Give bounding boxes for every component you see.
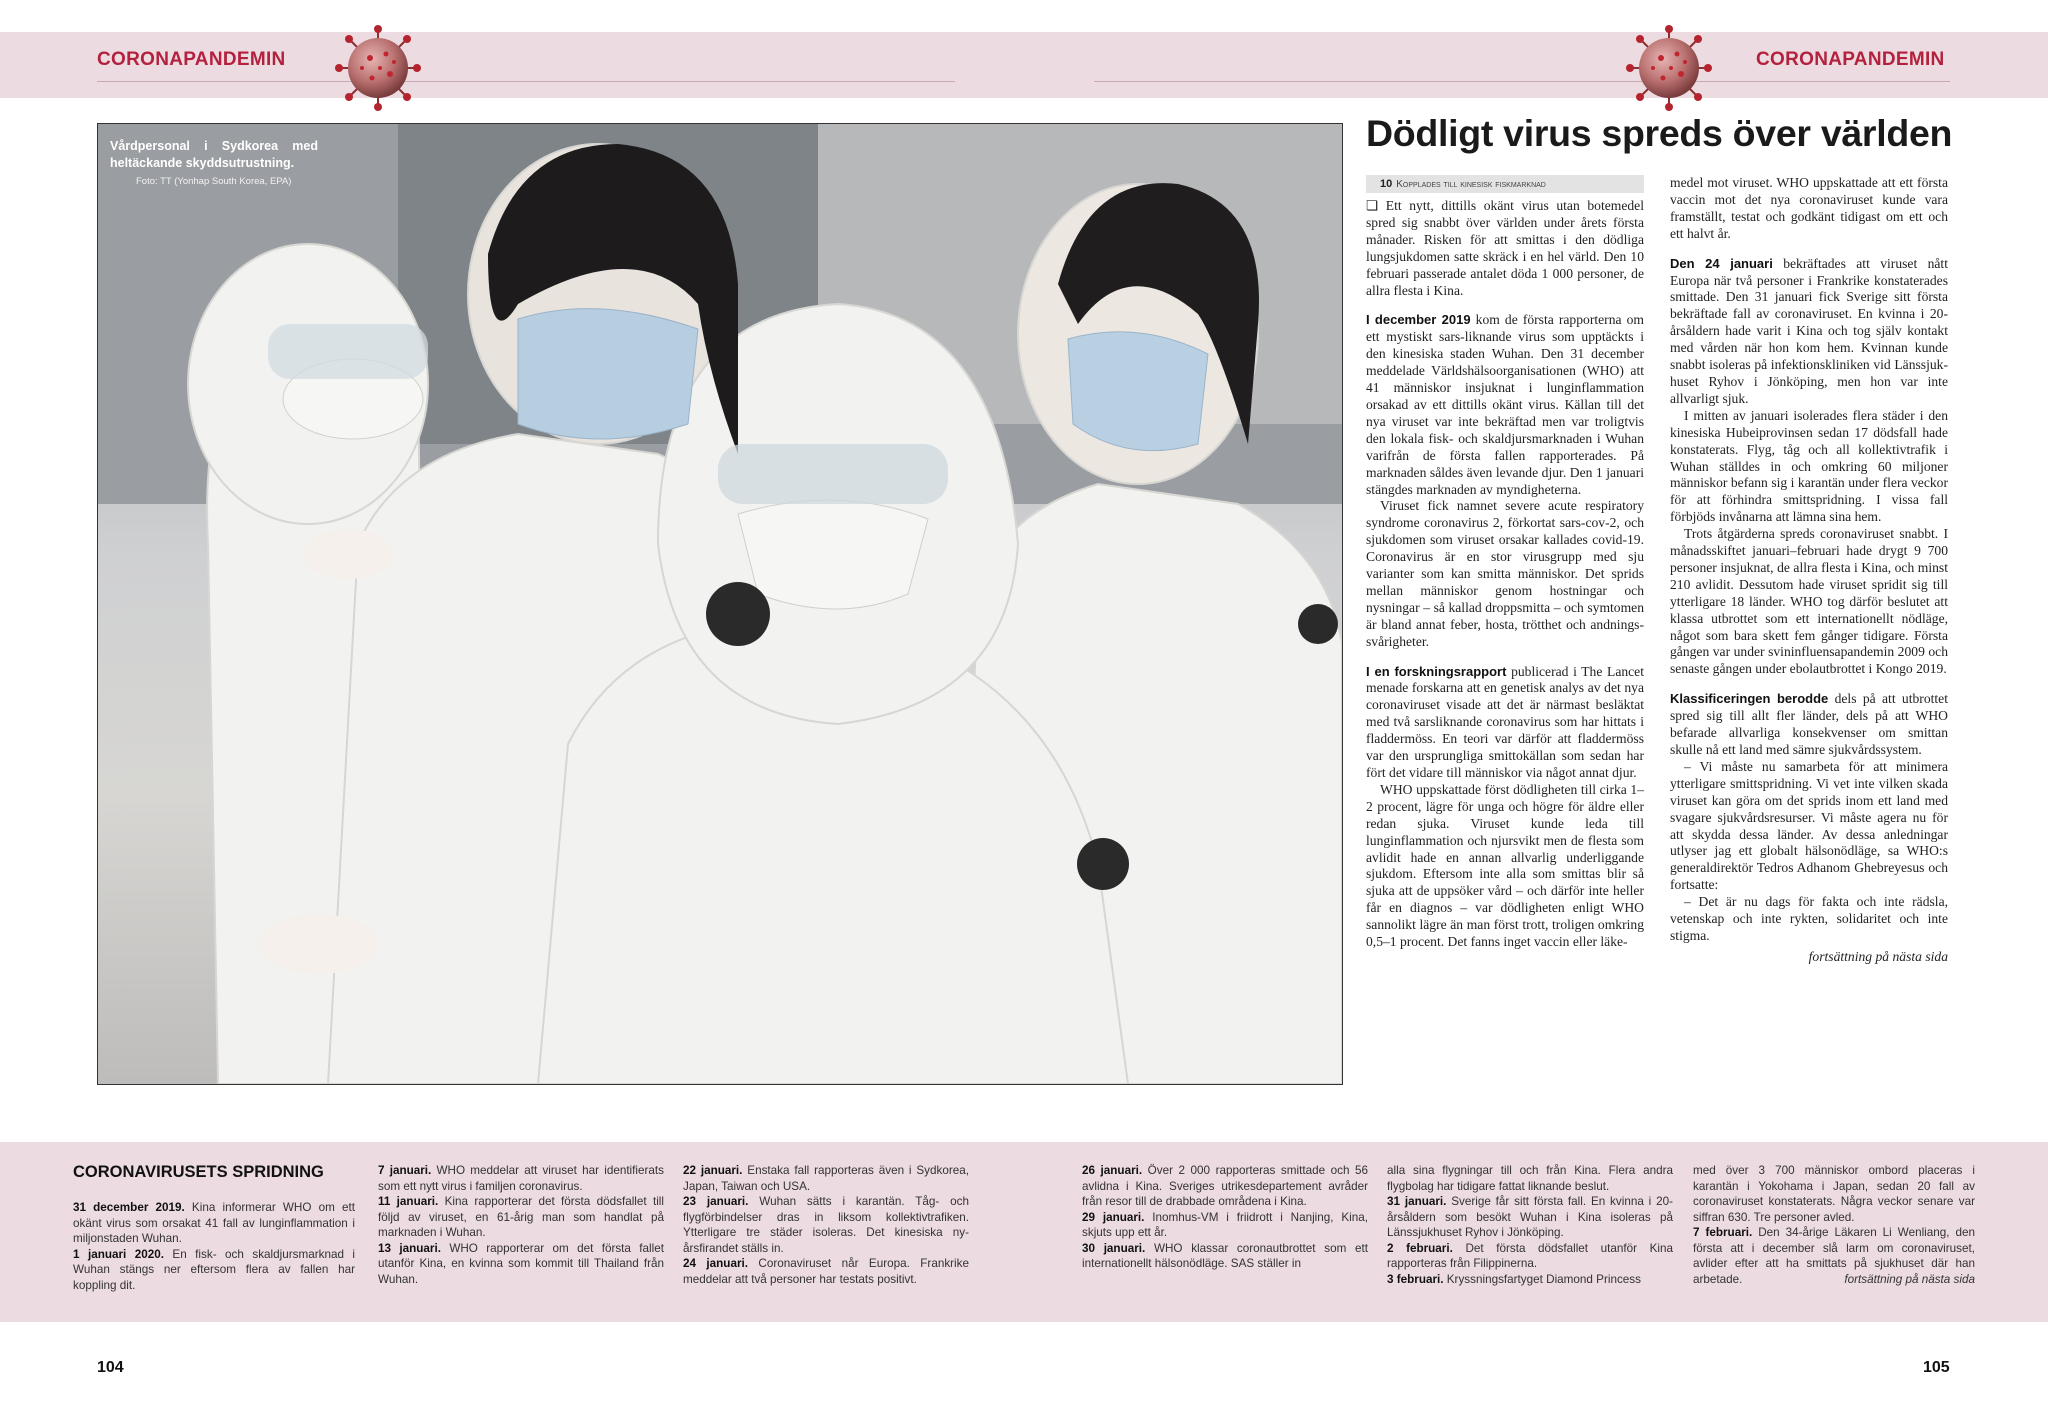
header-band [0, 32, 2048, 98]
article-column-right [1670, 175, 1948, 966]
timeline-column [1693, 1163, 1975, 1287]
article-column-left [1366, 198, 1644, 951]
paragraph: medel mot viruset. WHO uppskattade att ett första vaccin mot det nya coronaviruset kunde vara framställt, testat och godkänt tidigast om ett och ett halvt år. [1670, 175, 1948, 241]
timeline-entry: 26 januari. Över 2 000 rapporteras smittade och 56 avlidna i Kina. Sveriges utrikesdepartement avråder från resor till de drabbade områdena i Kina. [1082, 1164, 1368, 1208]
photo-healthcare-workers [97, 123, 1343, 1085]
kicker-number: 10 [1380, 178, 1393, 190]
paragraph: ❏ Ett nytt, dittills okänt virus utan botemedel spred sig snabbt över världen under årets första månader. Risken för att smittas i den dödliga lungsjukdomen satte skräck i en hel värld. Den 10 februari passerade antalet döda 1 000 personer, de allra flesta i Kina. [1366, 198, 1644, 298]
timeline-column [1387, 1163, 1673, 1287]
timeline-entry: 13 januari. WHO rapporterar om det första fallet utanför Kina, en kvinna som kommit till Thailand från Wuhan. [378, 1241, 664, 1286]
timeline-entry: 1 januari 2020. En fisk- och skaldjursmarknad i Wuhan stängs ner eftersom flera av fallen har koppling dit. [73, 1247, 355, 1292]
timeline-entry: alla sina flygningar till och från Kina. Flera andra flygbolag har tidigare fattat liknande beslut. [1387, 1164, 1673, 1193]
timeline-column [378, 1163, 664, 1287]
paragraph: WHO uppskattade först dödligheten till cirka 1–2 procent, lägre för unga och högre för äldre eller redan sjuka. Viruset kunde leda till lunginflammation och njursvikt men de flesta som avlidit hade en annan allvarlig underliggande sjukdom. Eftersom inte alla som smittas blir så sjuka att de uppsöker vård – och därför inte heller får en diagnos – var dödligheten enligt WHO sannolikt lägre än man först trott, troligen omkring 0,5–1 procent. Det fanns inget vaccin eller läke- [1366, 781, 1644, 950]
paragraph: Trots åtgärderna spreds coronaviruset snabbt. I månadsskiftet januari–februari hade drygt 9 700 personer insjuknat, de allra flesta i Kina, och minst 210 avlidit. Dessutom hade viruset spridit sig till ytterligare 18 länder. WHO tog därför beslutet att klassa utbrottet som ett internationellt nödläge, något som bara skett fem gånger tidigare. Första gången var under svininfluensapandemin 2009 och senaste gången under ebolautbrottet i Kongo 2019. [1670, 526, 1948, 677]
timeline-entry: 7 januari. WHO meddelar att viruset har identifierats som ett nytt virus i familjen coronavirus. [378, 1164, 664, 1193]
coronavirus-icon [1625, 24, 1713, 112]
coronavirus-icon [334, 24, 422, 112]
article-headline: Dödligt virus spreds över världen [1366, 112, 1953, 154]
timeline-entry: 7 februari. Den 34-årige Läkaren Li Wenliang, den första att i december slå larm om coronaviruset, avlider efter att ha smittats på sjukhuset där han arbetade. fortsättning på nästa sida [1693, 1226, 1975, 1286]
continued-note: fortsättning på nästa sida [1808, 948, 1948, 964]
photo-illustration [98, 124, 1342, 1084]
page-number-right: 105 [1923, 1359, 1950, 1376]
timeline-entry: 31 januari. Sverige får sitt första fall. En kvinna i 20-årsåldern som besökt Wuhan i Kina isoleras på Länssjukhuset Ryhov i Jönköping. [1387, 1195, 1673, 1239]
header-rule-right [1094, 81, 1950, 82]
paragraph: Den 24 januari bekräftades att viruset nått Europa när två personer i Frankrike konstaterades smittade. Den 31 januari fick Sverige sitt första bekräftade fall av coronaviruset. En kvinna i 20-årsåldern hade varit i Kina och tog själv kontakt med vården när hon kom hem. Kvinnan kunde snabbt isoleras på infektionskliniken vid Länssjukhuset Ryhov i Jönköping, men hon var inte allvarligt sjuk. [1670, 255, 1948, 406]
timeline-entry: 29 januari. Inomhus-VM i friidrott i Nanjing, Kina, skjuts upp ett år. [1082, 1210, 1368, 1239]
timeline-column [683, 1163, 969, 1287]
photo-credit: Foto: TT (Yonhap South Korea, EPA) [136, 176, 292, 187]
kicker-text: Kopplades till kinesisk fiskmarknad [1396, 179, 1546, 190]
page-number-left: 104 [97, 1359, 124, 1376]
timeline-entry: 30 januari. WHO klassar coronautbrottet som ett internationellt hälsonödläge. SAS ställer in [1082, 1241, 1368, 1270]
paragraph: I december 2019 kom de första rapporterna om ett mystiskt sars-liknande virus som upptäckts i den kinesiska staden Wuhan. Den 31 december meddelade Världshälsoorganisationen (WHO) att 41 människor insjuknat i lunginflammation orsakad av ett dittills okänt virus. Källan till det nya viruset var inte bekräftad men var troligtvis den lokala fisk- och skaldjursmarknaden i Wuhan varifrån de första fallen rapporterades. På marknaden såldes även levande djur. Den 1 januari stängdes marknaden av myndigheterna. [1366, 312, 1644, 497]
timeline-entry: 2 februari. Det första dödsfallet utanför Kina rapporteras från Filippinerna. [1387, 1241, 1674, 1270]
timeline-entry: 24 januari. Coronaviruset når Europa. Frankrike meddelar att två personer har testats positivt. [683, 1257, 969, 1286]
paragraph: Viruset fick namnet severe acute respiratory syndrome coronavirus 2, förkortat sars-cov-2, och sjukdomen som viruset orsakar kallades covid-19. Coronavirus är en stor virusgrupp med sju varianter som kan smitta människor. Det sprids mellan människor genom hostningar och nysningar – så kallad droppsmitta – och symtomen är bland annat feber, hosta, trötthet och andningssvårigheter. [1366, 498, 1644, 649]
paragraph: – Det är nu dags för fakta och inte rädsla, vetenskap och inte rykten, solidaritet och inte stigma. [1670, 894, 1948, 943]
paragraph: – Vi måste nu samarbeta för att minimera ytterligare smittspridning. Vi vet inte vilken skada viruset kan göra om det sprids inom ett land med svagare sjukvårdsresurser. Vi måste agera nu för att skydda dessa länder. Av dessa anledningar utlyser jag ett globalt hälsonödläge, sa WHO:s generaldirektör Tedros Adhanom Ghebreyesus och fortsatte: [1670, 758, 1948, 893]
timeline-column [73, 1200, 355, 1293]
section-label-right: CORONAPANDEMIN [1756, 49, 1945, 70]
paragraph: I en forskningsrapport publicerad i The Lancet menade forskarna att en genetisk analys av det nya coronaviruset visade att det är närmast besläktat med två sarsliknande coronavirus som har hittats i fladdermöss. En teori var därför att fladdermöss var den ursprungliga smittokällan som sedan har fört det vidare till människor via något annat djur. [1366, 663, 1644, 780]
photo-caption: Vårdpersonal i Sydkorea med heltäckande skyddsutrustning. [110, 139, 318, 170]
timeline-entry: med över 3 700 människor ombord placeras i karantän i Yokohama i Japan, sedan 20 fall av coronaviruset konstaterats. Några veckor senare var siffran 630. Tre personer avled. [1693, 1164, 1975, 1224]
timeline-title: CORONAVIRUSETS SPRIDNING [73, 1163, 324, 1181]
article-kicker [1366, 175, 1644, 193]
timeline-entry: 22 januari. Enstaka fall rapporteras även i Sydkorea, Japan, Taiwan och USA. [683, 1164, 969, 1193]
timeline-entry: 23 januari. Wuhan sätts i karantän. Tåg- och flygförbindelser dras in liksom kollektivtrafiken. Ytterligare tre städer isoleras. Det kinesiska nyårsfirandet ställs in. [683, 1195, 969, 1255]
timeline-entry: 3 februari. Kryssningsfartyget Diamond Princess [1387, 1272, 1641, 1286]
timeline-entry: 11 januari. Kina rapporterar det första dödsfallet till följd av viruset, en 61-årig man som handlat på marknaden i Wuhan. [378, 1195, 664, 1239]
section-label-left: CORONAPANDEMIN [97, 49, 286, 70]
timeline-column [1082, 1163, 1368, 1272]
header-rule-left [97, 81, 955, 82]
paragraph: I mitten av januari isolerades flera städer i den kinesiska Hubeiprovinsen sedan 17 dödsfall hade konstaterats. Flyg, tåg och all kollektivtrafik i Wuhan ställdes in och omkring 60 miljoner människor befann sig i karantän under flera veckor för att förhindra smittspridning. I vissa fall förbjöds invånarna att lämna sina hem. [1670, 407, 1948, 525]
timeline-entry: 31 december 2019. Kina informerar WHO om ett okänt virus som orsakat 41 fall av lunginflammation i miljonstaden Wuhan. [73, 1201, 355, 1245]
timeline-continued-note: fortsättning på nästa sida [1844, 1272, 1975, 1286]
paragraph: Klassificeringen berodde dels på att utbrottet spred sig till allt fler länder, dels på att WHO befarade allvarliga konsekvenser om smittan skulle nå ett land med sämre sjukvårdssystem. [1670, 691, 1948, 757]
